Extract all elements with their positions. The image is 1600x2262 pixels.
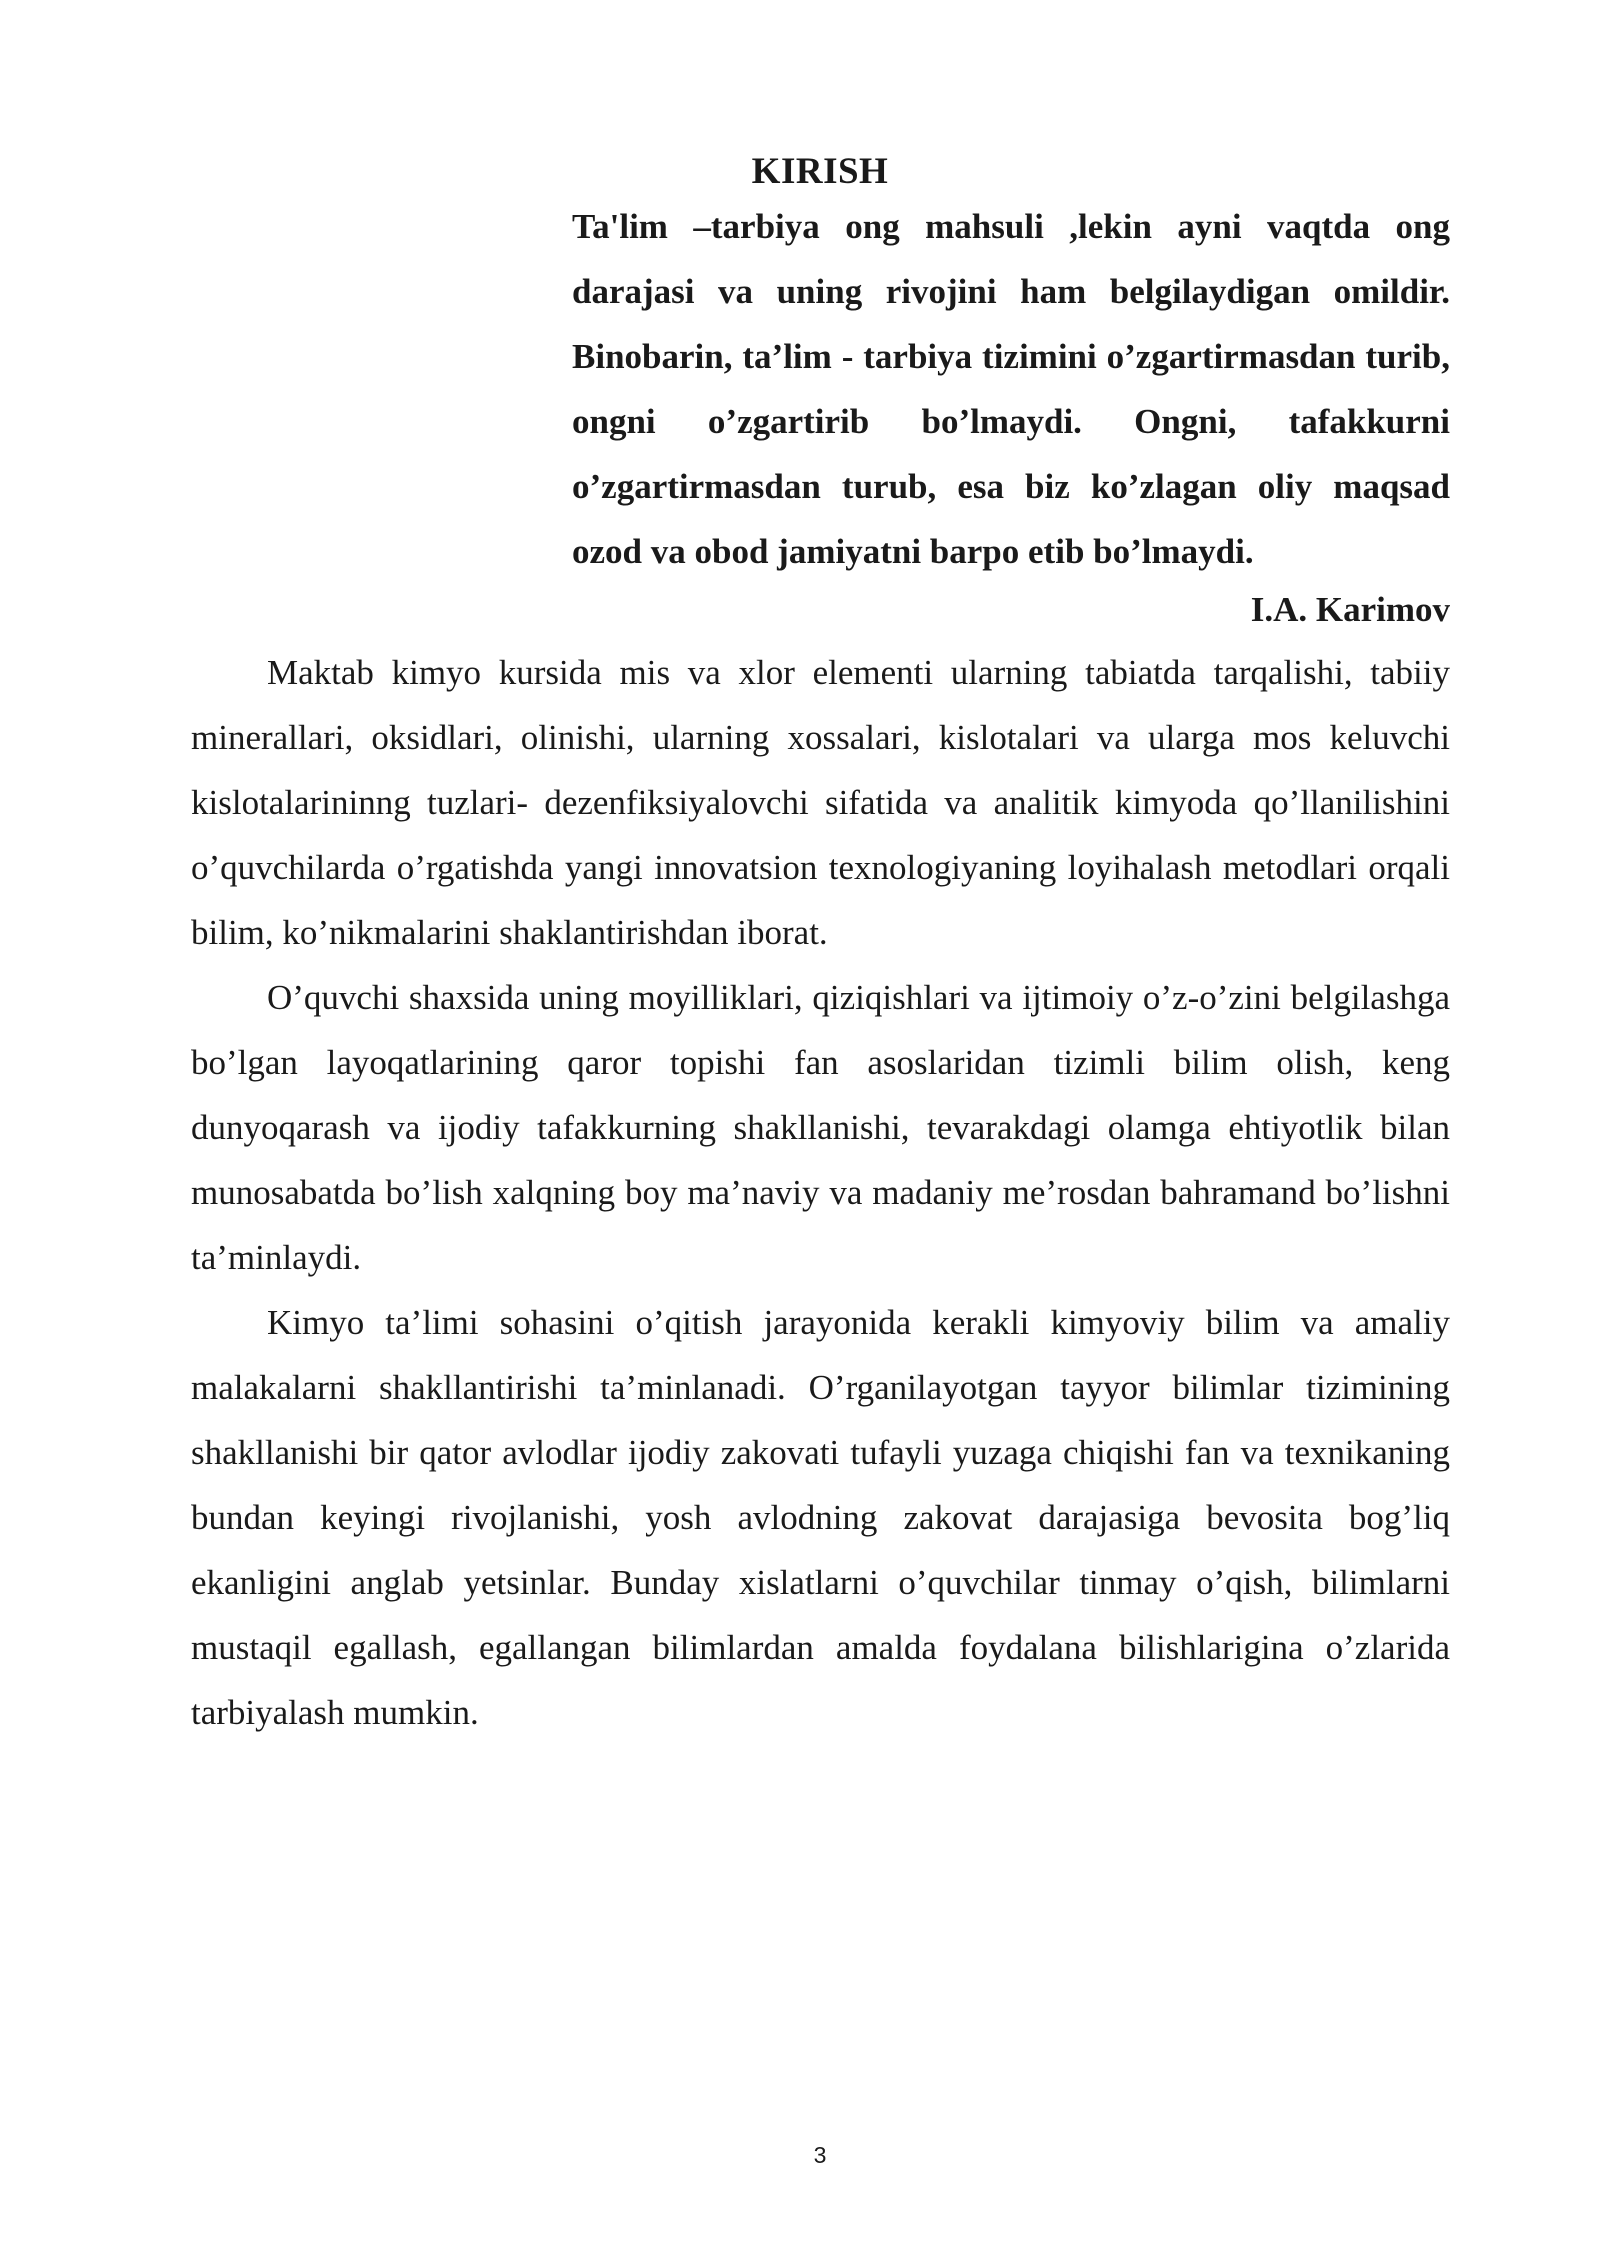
body-text (191, 640, 1450, 1745)
section-heading: KIRISH (751, 151, 889, 192)
paragraph-3: Kimyo ta’limi sohasini o’qitish jarayonida kerakli kimyoviy bilim va amaliy malakalarni shakllantirishi ta’minlanadi. O’rganilayotgan tayyor bilimlar tizimining shakllanishi bir qator avlodlar ijodiy zakovati tufayli yuzaga chiqishi fan va texnikaning bundan keyingi rivojlanishi, yosh avlodning zakovat darajasiga bevosita bog’liq ekanligini anglab yetsinlar. Bunday xislatlarni o’quvchilar tinmay o’qish, bilimlarni mustaqil egallash, egallangan bilimlardan amalda foydalana bilishlarigina o’zlarida tarbiyalash mumkin. (191, 1303, 1450, 1732)
epigraph-author: I.A. Karimov (1250, 590, 1450, 629)
paragraph-2: O’quvchi shaxsida uning moyilliklari, qiziqishlari va ijtimoiy o’z-o’zini belgilashga bo’lgan layoqatlarining qaror topishi fan asoslaridan tizimli bilim olish, keng dunyoqarash va ijodiy tafakkurning shakllanishi, tevarakdagi olamga ehtiyotlik bilan munosabatda bo’lish xalqning boy ma’naviy va madaniy me’rosdan bahramand bo’lishni ta’minlaydi. (191, 978, 1450, 1277)
paragraph-1: Maktab kimyo kursida mis va xlor elementi ularning tabiatda tarqalishi, tabiiy minerallari, oksidlari, olinishi, ularning xossalari, kislotalari va ularga mos keluvchi kislotalarininng tuzlari- dezenfiksiyalovchi sifatida va analitik kimyoda qo’llanilishini o’quvchilarda o’rgatishda yangi innovatsion texnologiyaning loyihalash metodlari orqali bilim, ko’nikmalarini shaklantirishdan iborat. (191, 653, 1450, 952)
epigraph-quote: Ta'lim –tarbiya ong mahsuli ,lekin ayni vaqtda ong darajasi va uning rivojini ham belgilaydigan omildir. Binobarin, ta’lim - tarbiya tizimini o’zgartirmasdan turib, ongni o’zgartirib bo’lmaydi. Ongni, tafakkurni o’zgartirmasdan turub, esa biz ko’zlagan oliy maqsad ozod va obod jamiyatni barpo etib bo’lmaydi. (572, 207, 1450, 571)
page-number: 3 (813, 2142, 827, 2168)
